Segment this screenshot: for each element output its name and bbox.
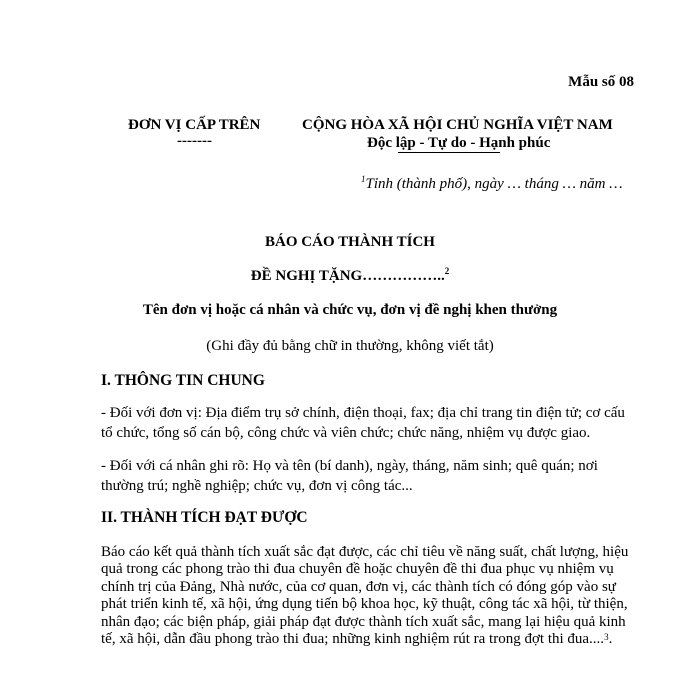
report-title: BÁO CÁO THÀNH TÍCH: [265, 234, 435, 250]
footnote-marker: 2: [444, 266, 450, 276]
section-heading-general-info: I. THÔNG TIN CHUNG: [101, 372, 265, 389]
instruction-note: (Ghi đầy đủ bằng chữ in thường, không viết tắt): [206, 338, 494, 354]
country-name: CỘNG HÒA XÃ HỘI CHỦ NGHĨA VIỆT NAM: [302, 117, 613, 133]
place-date-text: Tỉnh (thành phố), ngày … tháng … năm …: [365, 176, 623, 192]
achievements-end: .: [608, 631, 613, 648]
proposal-title: [0, 268, 700, 285]
place-date-line: [361, 176, 623, 193]
form-number: Mẫu số 08: [568, 74, 634, 90]
paragraph-person-info: - Đối với cá nhân ghi rõ: Họ và tên (bí danh), ngày, tháng, năm sinh; quê quán; nơi thường trú; nghề nghiệp; chức vụ, đơn vị công tác...: [101, 458, 598, 494]
subject-line: Tên đơn vị hoặc cá nhân và chức vụ, đơn vị đề nghị khen thưởng: [142, 302, 558, 318]
motto-underline: [398, 152, 500, 153]
achievements-text: Báo cáo kết quả thành tích xuất sắc đạt được, các chỉ tiêu về năng suất, chất lượng, hiệu quả trong các phong trào thi đua chuyên đề hoặc chuyên đề thi đua phục vụ nhiệm vụ chính trị của Đảng, Nhà nước, của cơ quan, đơn vị, các thành tích có đóng góp vào sự phát triển kinh tế, xã hội, ứng dụng tiến bộ khoa học, kỹ thuật, công tác xã hội, từ thiện, nhân đạo; các biện pháp, giải pháp đạt được thành tích xuất sắc, mang lại hiệu quả kinh tế, xã hội, dẫn đầu phong trào thi đua; những kinh nghiệm rút ra trong đợt thi đua....: [101, 544, 629, 648]
footnote-marker: 1: [361, 174, 366, 184]
org-name-underline: -------: [177, 133, 212, 149]
paragraph-achievements: [101, 544, 629, 648]
national-motto: Độc lập - Tự do - Hạnh phúc: [367, 135, 551, 151]
footnote-marker: 3: [604, 632, 609, 643]
issuing-org-name: ĐƠN VỊ CẤP TRÊN: [128, 117, 261, 133]
paragraph-org-info: - Đối với đơn vị: Địa điểm trụ sở chính, điện thoại, fax; địa chỉ trang tin điện tử; cơ cấu tổ chức, tổng số cán bộ, công chức và viên chức; chức năng, nhiệm vụ được giao.: [101, 405, 625, 441]
section-heading-achievements: II. THÀNH TÍCH ĐẠT ĐƯỢC: [101, 509, 308, 526]
proposal-title-text: ĐỀ NGHỊ TẶNG……………..: [250, 268, 445, 284]
